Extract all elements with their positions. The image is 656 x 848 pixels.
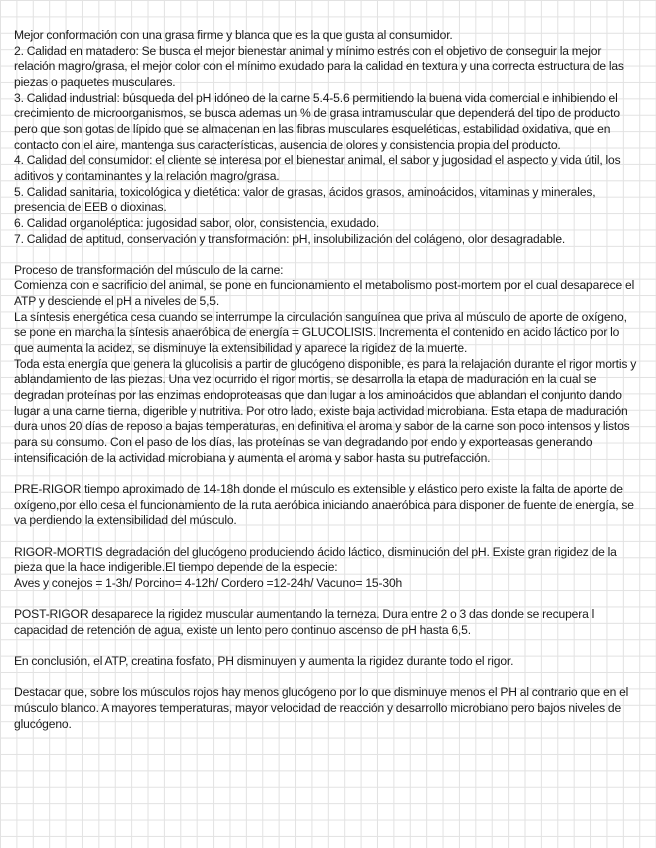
quality-item-consumer: 4. Calidad del consumidor: el cliente se interesa por el bienestar animal, el sabor y jugosidad el aspecto y vida útil, los aditivos y contaminantes y la relación magro/grasa. [14, 153, 621, 183]
process-paragraph-start: Comienza con e sacrificio del animal, se pone en funcionamiento el metabolismo post-mortem por el cual desaparece el ATP y desciende el pH a niveles de 5,5. [14, 278, 635, 309]
quality-intro-line: Mejor conformación con una grasa firme y blanca que es la que gusta al consumidor. [14, 28, 453, 42]
highlight-paragraph: Destacar que, sobre los músculos rojos hay menos glucógeno por lo que disminuye menos el PH al contrario que en el músculo blanco. A mayores temperaturas, mayor velocidad de reacción y desarrollo microbiano pero bajos niveles de glucógeno. [14, 685, 629, 731]
process-paragraph-glycolysis: La síntesis energética cesa cuando se interrumpe la circulación sanguínea que priva al músculo de aporte de oxígeno, se pone en marcha la síntesis anaeróbica de energía = GLUCOLISIS. Incrementa el contenido en acido láctico por lo que aumenta la acidez, se disminuye la extensibilidad y aparece la rigidez de la muerte. [14, 309, 627, 356]
quality-item-slaughterhouse: 2. Calidad en matadero: Se busca el mejor bienestar animal y mínimo estrés con el objetivo de conseguir la mejor relación magro/grasa, el mejor color con el mínimo exudado para la calidad en textura y una correcta estructura de las piezas o paquetes musculares. [14, 43, 624, 89]
rigor-mortis-section [14, 545, 640, 592]
pre-rigor-paragraph: PRE-RIGOR tiempo aproximado de 14-18h donde el músculo es extensible y elástico pero existe la falta de aporte de oxígeno,por ello cesa el funcionamiento de la ruta aeróbica iniciando anaeróbica para disponer de fuente de energía, se va perdiendo la extensibilidad del músculo. [14, 482, 634, 528]
post-rigor-paragraph: POST-RIGOR desaparece la rigidez muscular aumentando la terneza. Dura entre 2 o 3 das donde se recupera l capacidad de retención de agua, existe un lento pero continuo ascenso de pH hasta 6,5. [14, 607, 595, 637]
rigor-mortis-paragraph: RIGOR-MORTIS degradación del glucógeno produciendo ácido láctico, disminución del pH. Existe gran rigidez de la pieza que la hace indigerible.El tiempo depende de la especie: [14, 544, 617, 575]
quality-item-industrial: 3. Calidad industrial: búsqueda del pH idóneo de la carne 5.4-5.6 permitiendo la buena vida comercial e inhibiendo el crecimiento de microorganismos, se busca ademas un % de grasa intramuscular que dependerá del tipo de producto pero que son gotas de lípido que se almacenan en las fibras musculares esqueléticas, estabilidad oxidativa, que en contacto con el aire, mantenga sus características, ausencia de olores y consistencia propia del producto. [14, 90, 620, 152]
highlight-section [14, 685, 640, 732]
quality-item-organoleptic: 6. Calidad organoléptica: jugosidad sabor, olor, consistencia, exudado. [14, 215, 380, 230]
rigor-mortis-times: Aves y conejos = 1-3h/ Porcino= 4-12h/ Cordero =12-24h/ Vacuno= 15-30h [14, 575, 403, 590]
quality-item-aptitude: 7. Calidad de aptitud, conservación y transformación: pH, insolubilización del colágeno, olor desagradable. [14, 231, 566, 246]
conclusion-paragraph: En conclusión, el ATP, creatina fosfato, PH disminuyen y aumenta la rigidez durante todo el rigor. [14, 654, 514, 669]
quality-item-sanitary: 5. Calidad sanitaria, toxicológica y dietética: valor de grasas, ácidos grasos, aminoácidos, vitaminas y minerales, presencia de EEB o dioxinas. [14, 184, 596, 215]
conclusion-section [14, 654, 640, 670]
post-rigor-section [14, 607, 640, 638]
process-section [14, 263, 640, 467]
process-paragraph-maturation: Toda esta energía que genera la glucolisis a partir de glucógeno disponible, es para la relajación durante el rigor mortis y ablandamiento de las piezas. Una vez ocurrido el rigor mortis, se desarrolla la etapa de maduración en la cual se degradan proteínas por las enzimas endoproteasas que dan lugar a los aminoácidos que ablandan el conjunto dando lugar a una carne tierna, digerible y nutritiva. Por otro lado, existe baja actividad microbiana. Esta etapa de maduración dura unos 20 días de reposo a bajas temperaturas, en definitiva el aroma y sabor de la carne son poco intensos y listos para su consumo. Con el paso de los días, las proteínas se van degradando por endo y exporteasas generando intensificación de la actividad microbiana y aumenta el aroma y sabor hasta su putrefacción. [14, 356, 637, 465]
quality-list [14, 28, 640, 247]
document-page [14, 28, 640, 732]
process-heading: Proceso de transformación del músculo de la carne: [14, 262, 284, 277]
pre-rigor-section [14, 482, 640, 529]
